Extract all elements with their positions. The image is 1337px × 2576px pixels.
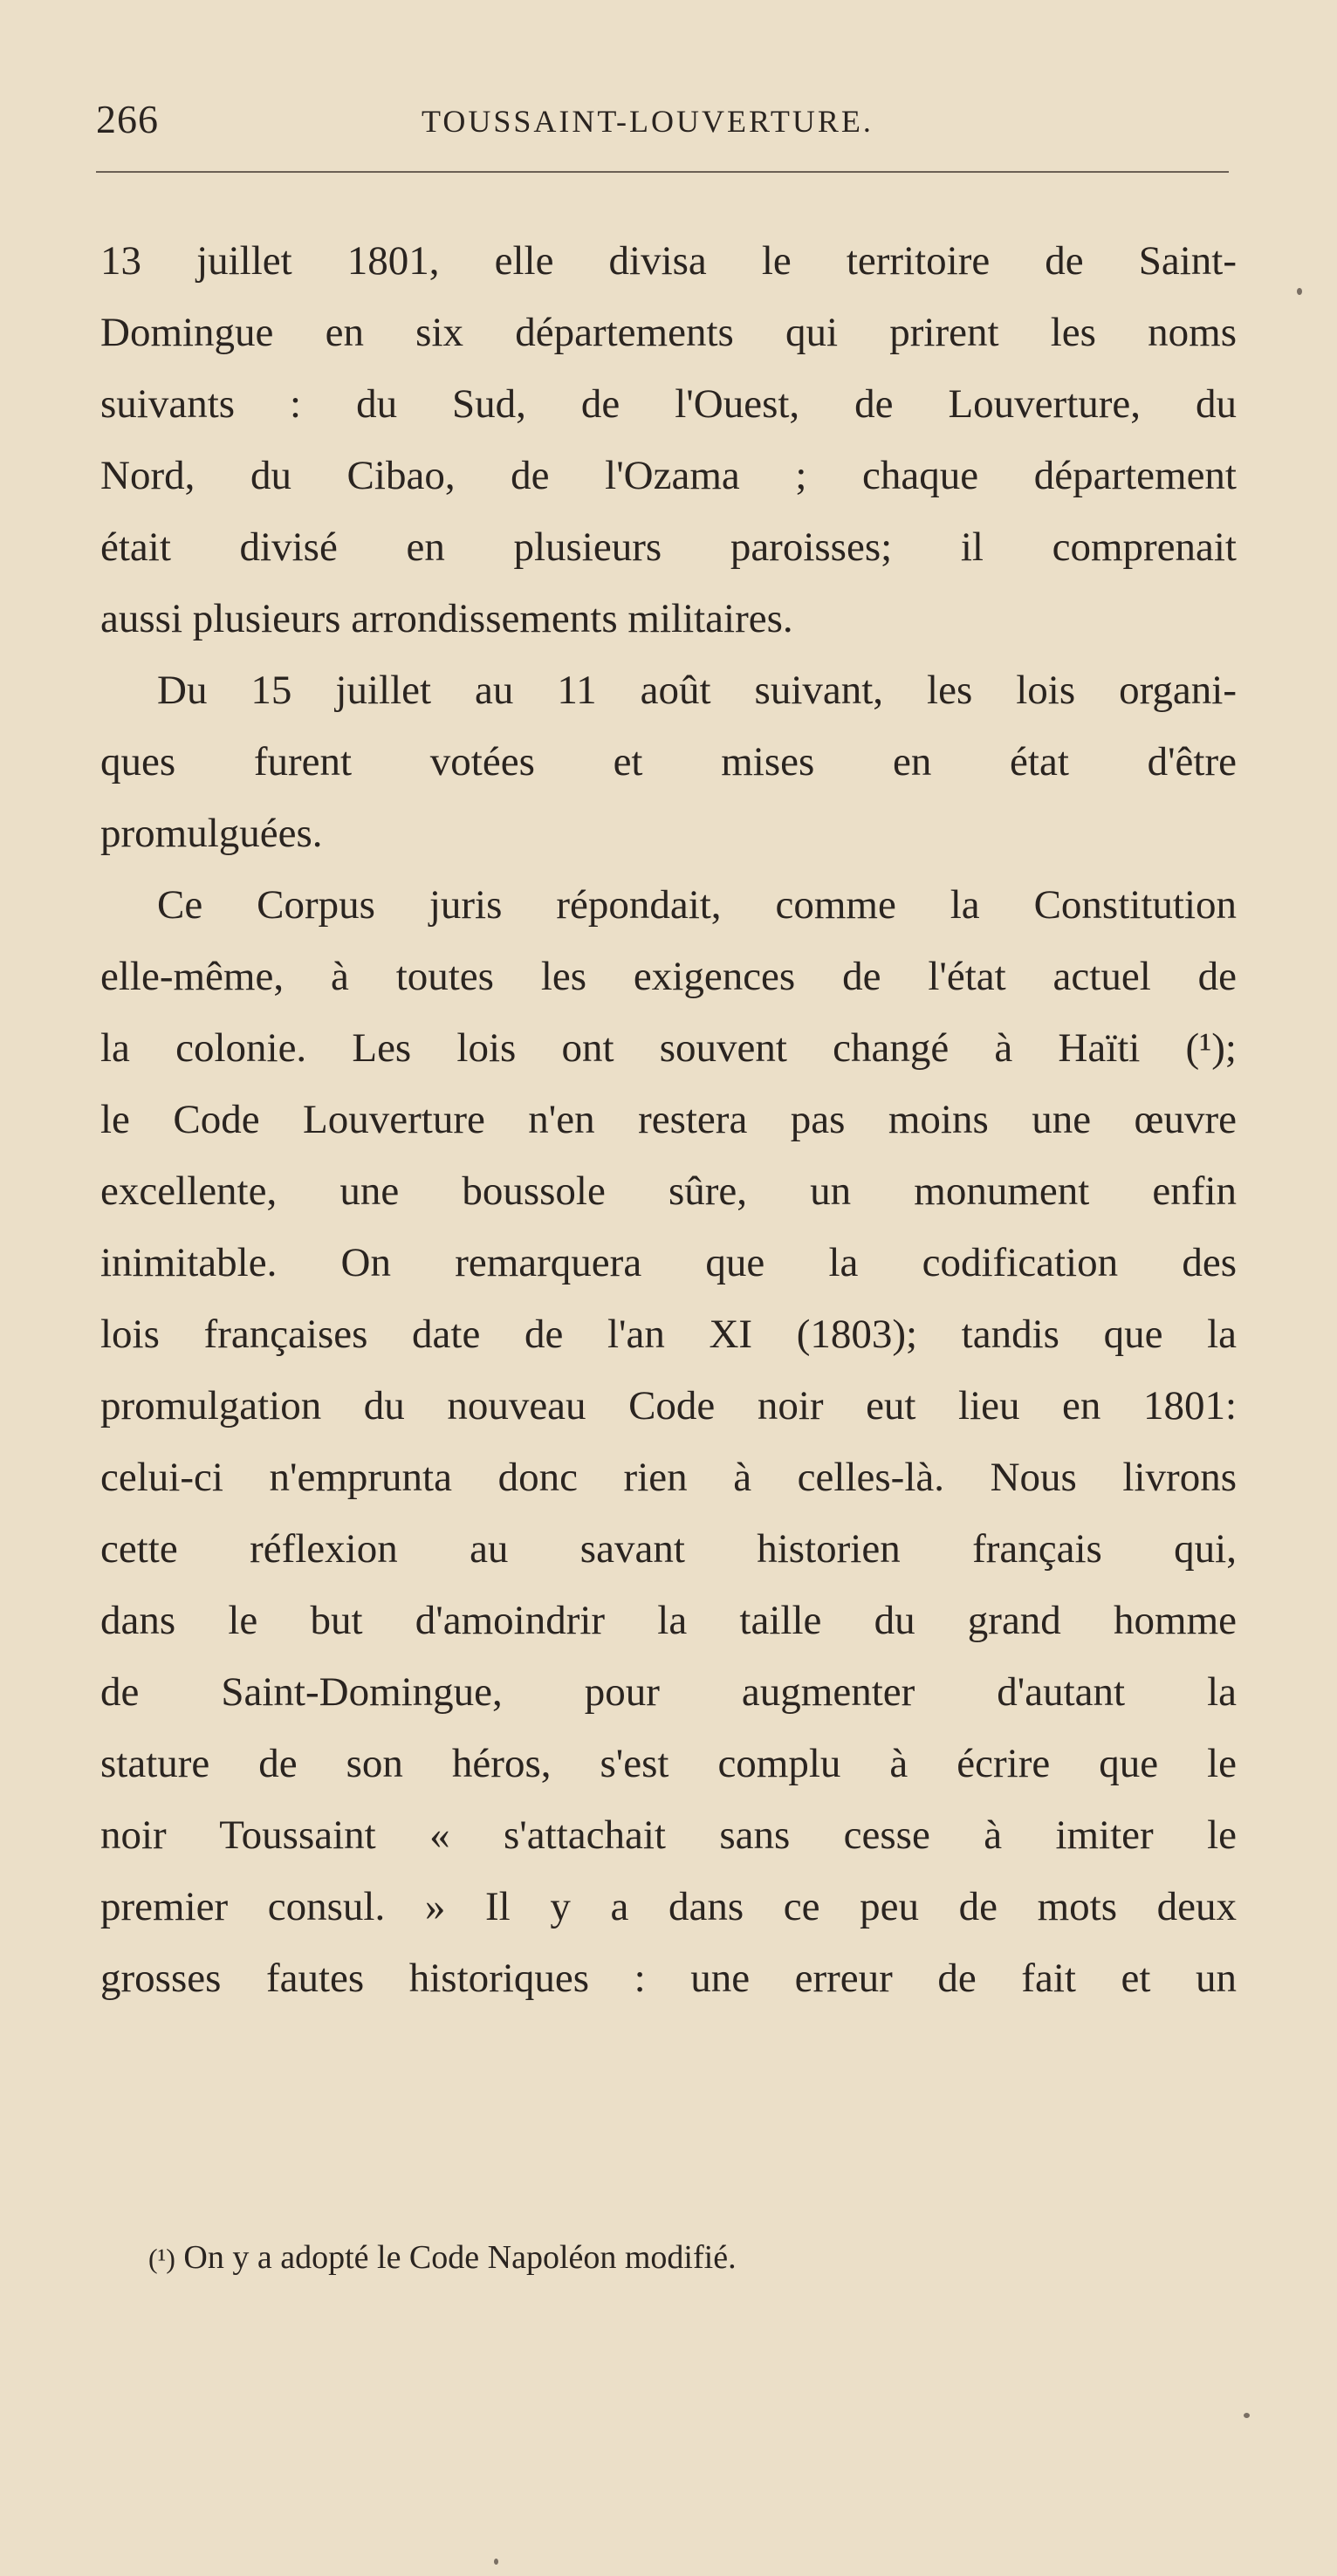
text-line: Domingue en six départements qui prirent les noms — [100, 310, 1237, 355]
text-line: Ce Corpus juris répondait, comme la Constitution — [157, 882, 1237, 928]
text-line: stature de son héros, s'est complu à écrire que le — [100, 1741, 1237, 1786]
text-line: grosses fautes historiques : une erreur de fait et un — [100, 1956, 1237, 2001]
text-line: ques furent votées et mises en état d'être — [100, 739, 1237, 784]
header-rule — [96, 171, 1229, 173]
footnote-marker: (¹) — [148, 2243, 175, 2274]
text-line: cette réflexion au savant historien français qui, — [100, 1526, 1237, 1572]
page-number: 266 — [96, 97, 159, 141]
text-line: elle-même, à toutes les exigences de l'état actuel de — [100, 954, 1237, 999]
text-line: suivants : du Sud, de l'Ouest, de Louverture, du — [100, 381, 1237, 427]
text-line: aussi plusieurs arrondissements militaires. — [100, 596, 793, 641]
text-line: promulguées. — [100, 811, 323, 856]
text-line: excellente, une boussole sûre, un monument enfin — [100, 1168, 1237, 1214]
footnote-text: On y a adopté le Code Napoléon modifié. — [183, 2239, 737, 2276]
body-text — [100, 225, 1237, 2014]
text-line: était divisé en plusieurs paroisses; il comprenait — [100, 524, 1237, 570]
text-line: de Saint-Domingue, pour augmenter d'autant la — [100, 1669, 1237, 1715]
page-header — [96, 96, 1231, 148]
text-line: premier consul. » Il y a dans ce peu de mots deux — [100, 1884, 1237, 1929]
text-line: Du 15 juillet au 11 août suivant, les lois organi- — [157, 668, 1237, 713]
paper-speck — [1297, 288, 1302, 295]
text-line: le Code Louverture n'en restera pas moins une œuvre — [100, 1097, 1237, 1142]
text-line: 13 juillet 1801, elle divisa le territoire de Saint- — [100, 238, 1237, 284]
running-title: TOUSSAINT-LOUVERTURE. — [422, 104, 874, 139]
text-line: noir Toussaint « s'attachait sans cesse à imiter le — [100, 1812, 1237, 1858]
text-line: la colonie. Les lois ont souvent changé à Haïti (¹); — [100, 1025, 1237, 1071]
text-line: inimitable. On remarquera que la codification des — [100, 1240, 1237, 1285]
text-line: Nord, du Cibao, de l'Ozama ; chaque département — [100, 453, 1237, 498]
text-line: dans le but d'amoindrir la taille du grand homme — [100, 1598, 1237, 1643]
text-line: celui-ci n'emprunta donc rien à celles-là. Nous livrons — [100, 1455, 1237, 1500]
text-line: promulgation du nouveau Code noir eut lieu en 1801: — [100, 1383, 1237, 1428]
footnote — [148, 2238, 737, 2277]
paper-speck — [1244, 2413, 1250, 2418]
paper-speck — [494, 2559, 498, 2565]
text-line: lois françaises date de l'an XI (1803); tandis que la — [100, 1312, 1237, 1357]
